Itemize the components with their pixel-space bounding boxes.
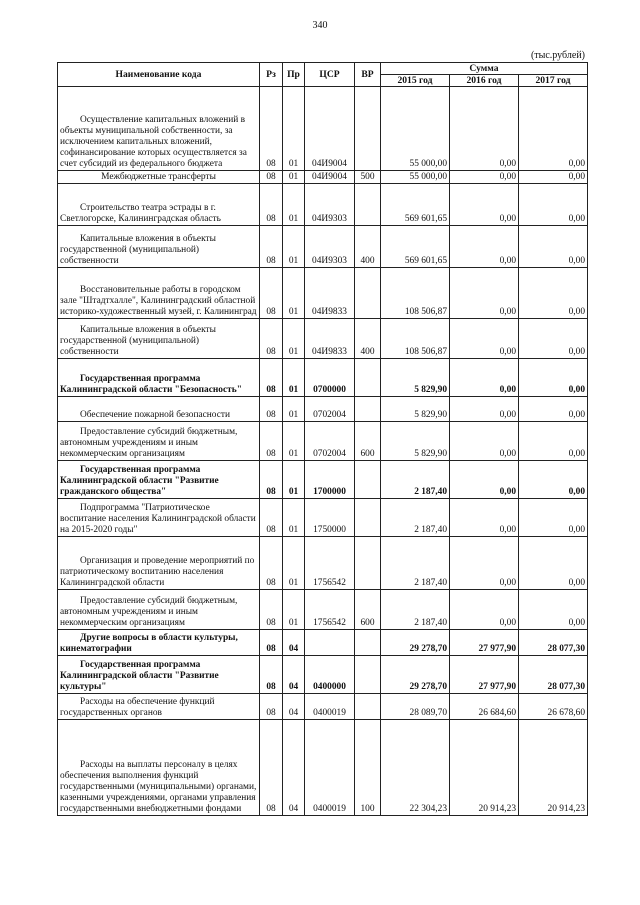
row-pr: 01 xyxy=(283,537,305,590)
row-2015: 5 829,90 xyxy=(381,359,450,397)
row-2015: 29 278,70 xyxy=(381,656,450,694)
row-name: Капитальные вложения в объекты государственной (муниципальной) собственности xyxy=(58,226,260,268)
row-2015: 2 187,40 xyxy=(381,590,450,630)
table-row xyxy=(58,694,588,720)
row-2015: 28 089,70 xyxy=(381,694,450,720)
row-2017: 0,00 xyxy=(519,268,588,319)
row-rz: 08 xyxy=(260,499,283,537)
row-2015: 55 000,00 xyxy=(381,171,450,184)
table-row xyxy=(58,656,588,694)
row-2017: 0,00 xyxy=(519,537,588,590)
row-pr: 01 xyxy=(283,499,305,537)
row-name: Строительство театра эстрады в г. Светлогорске, Калининградская область xyxy=(58,184,260,226)
row-csr: 04И9833 xyxy=(305,319,355,359)
row-pr: 01 xyxy=(283,397,305,422)
row-pr: 01 xyxy=(283,171,305,184)
row-2016: 0,00 xyxy=(450,461,519,499)
table-row xyxy=(58,87,588,171)
row-rz: 08 xyxy=(260,590,283,630)
table-row xyxy=(58,720,588,816)
row-rz: 08 xyxy=(260,226,283,268)
row-vr: 600 xyxy=(355,590,381,630)
row-2017: 0,00 xyxy=(519,171,588,184)
row-2016: 0,00 xyxy=(450,422,519,461)
row-rz: 08 xyxy=(260,630,283,656)
row-2016: 27 977,90 xyxy=(450,656,519,694)
row-2016: 0,00 xyxy=(450,226,519,268)
row-name: Подпрограмма "Патриотическое воспитание населения Калининградской области на 2015-2020 годы" xyxy=(58,499,260,537)
row-rz: 08 xyxy=(260,656,283,694)
row-csr: 04И9004 xyxy=(305,171,355,184)
row-2016: 26 684,60 xyxy=(450,694,519,720)
row-2016: 20 914,23 xyxy=(450,720,519,816)
header-pr: Пр xyxy=(283,63,305,87)
table-row xyxy=(58,319,588,359)
header-name: Наименование кода xyxy=(58,63,260,87)
row-2015: 108 506,87 xyxy=(381,319,450,359)
row-csr: 1756542 xyxy=(305,590,355,630)
page-number: 340 xyxy=(312,20,328,31)
row-2016: 0,00 xyxy=(450,397,519,422)
row-rz: 08 xyxy=(260,537,283,590)
row-vr: 100 xyxy=(355,720,381,816)
table-row xyxy=(58,171,588,184)
row-2015: 5 829,90 xyxy=(381,397,450,422)
row-2016: 0,00 xyxy=(450,359,519,397)
row-name: Предоставление субсидий бюджетным, автономным учреждениям и иным некоммерческим организациям xyxy=(58,422,260,461)
row-rz: 08 xyxy=(260,422,283,461)
row-name: Государственная программа Калининградской области "Развитие культуры" xyxy=(58,656,260,694)
row-rz: 08 xyxy=(260,319,283,359)
row-name: Расходы на выплаты персоналу в целях обеспечения выполнения функций государственными (муниципальными) органами, казенными учреждениями, органами управления государственными внебюджетными фондами xyxy=(58,720,260,816)
row-pr: 04 xyxy=(283,720,305,816)
row-name: Другие вопросы в области культуры, кинематографии xyxy=(58,630,260,656)
header-rz: Рз xyxy=(260,63,283,87)
row-csr: 0400000 xyxy=(305,656,355,694)
row-name: Осуществление капитальных вложений в объекты муниципальной собственности, за исключением капитальных вложений, софинансирование которых осуществляется за счет субсидий из федерального бюджета xyxy=(58,87,260,171)
row-rz: 08 xyxy=(260,171,283,184)
row-pr: 01 xyxy=(283,319,305,359)
row-csr: 0702004 xyxy=(305,397,355,422)
row-pr: 01 xyxy=(283,590,305,630)
row-2016: 0,00 xyxy=(450,184,519,226)
row-2017: 0,00 xyxy=(519,319,588,359)
row-2015: 29 278,70 xyxy=(381,630,450,656)
table-row xyxy=(58,461,588,499)
row-csr: 04И9303 xyxy=(305,226,355,268)
header-2017: 2017 год xyxy=(519,75,588,87)
row-name: Расходы на обеспечение функций государственных органов xyxy=(58,694,260,720)
row-csr: 0400019 xyxy=(305,720,355,816)
row-pr: 01 xyxy=(283,268,305,319)
row-rz: 08 xyxy=(260,359,283,397)
row-2016: 0,00 xyxy=(450,268,519,319)
row-pr: 01 xyxy=(283,226,305,268)
row-name: Обеспечение пожарной безопасности xyxy=(58,397,260,422)
row-vr xyxy=(355,537,381,590)
row-rz: 08 xyxy=(260,694,283,720)
row-2017: 0,00 xyxy=(519,87,588,171)
row-2016: 0,00 xyxy=(450,537,519,590)
row-2016: 0,00 xyxy=(450,171,519,184)
row-pr: 01 xyxy=(283,87,305,171)
row-2015: 569 601,65 xyxy=(381,226,450,268)
row-vr xyxy=(355,461,381,499)
row-name: Капитальные вложения в объекты государственной (муниципальной) собственности xyxy=(58,319,260,359)
row-vr: 600 xyxy=(355,422,381,461)
row-name: Межбюджетные трансферты xyxy=(58,171,260,184)
header-2016: 2016 год xyxy=(450,75,519,87)
row-2015: 2 187,40 xyxy=(381,461,450,499)
table-row xyxy=(58,359,588,397)
row-rz: 08 xyxy=(260,397,283,422)
table-row xyxy=(58,268,588,319)
row-2017: 0,00 xyxy=(519,184,588,226)
row-2017: 28 077,30 xyxy=(519,630,588,656)
row-2017: 0,00 xyxy=(519,359,588,397)
row-rz: 08 xyxy=(260,184,283,226)
row-2015: 569 601,65 xyxy=(381,184,450,226)
row-2017: 28 077,30 xyxy=(519,656,588,694)
units-label: (тыс.рублей) xyxy=(530,50,585,61)
row-vr xyxy=(355,397,381,422)
row-csr: 1750000 xyxy=(305,499,355,537)
row-vr xyxy=(355,694,381,720)
row-2016: 0,00 xyxy=(450,590,519,630)
row-2017: 0,00 xyxy=(519,461,588,499)
budget-table xyxy=(57,62,588,816)
row-pr: 01 xyxy=(283,422,305,461)
table-row xyxy=(58,499,588,537)
row-rz: 08 xyxy=(260,720,283,816)
table-row xyxy=(58,184,588,226)
row-2015: 22 304,23 xyxy=(381,720,450,816)
row-name: Восстановительные работы в городском зале "Штадтхалле", Калининградский областной историко-художественный музей, г. Калининград xyxy=(58,268,260,319)
row-2017: 0,00 xyxy=(519,397,588,422)
row-name: Государственная программа Калининградской области "Безопасность" xyxy=(58,359,260,397)
table-row xyxy=(58,537,588,590)
row-2017: 0,00 xyxy=(519,422,588,461)
row-2016: 0,00 xyxy=(450,499,519,537)
table-row xyxy=(58,397,588,422)
row-2015: 2 187,40 xyxy=(381,537,450,590)
row-2016: 0,00 xyxy=(450,319,519,359)
row-vr: 400 xyxy=(355,226,381,268)
row-vr xyxy=(355,656,381,694)
row-2015: 5 829,90 xyxy=(381,422,450,461)
row-name: Организация и проведение мероприятий по патриотическому воспитанию населения Калининградской области xyxy=(58,537,260,590)
row-rz: 08 xyxy=(260,461,283,499)
header-sum: Сумма xyxy=(381,63,588,75)
row-rz: 08 xyxy=(260,268,283,319)
row-csr: 1700000 xyxy=(305,461,355,499)
row-vr xyxy=(355,184,381,226)
row-2017: 0,00 xyxy=(519,499,588,537)
row-vr xyxy=(355,630,381,656)
row-csr: 0400019 xyxy=(305,694,355,720)
table-row xyxy=(58,422,588,461)
row-2016: 27 977,90 xyxy=(450,630,519,656)
row-csr: 0702004 xyxy=(305,422,355,461)
row-name: Государственная программа Калининградской области "Развитие гражданского общества" xyxy=(58,461,260,499)
row-vr xyxy=(355,87,381,171)
row-2017: 0,00 xyxy=(519,226,588,268)
row-pr: 04 xyxy=(283,694,305,720)
row-vr: 500 xyxy=(355,171,381,184)
row-csr: 04И9833 xyxy=(305,268,355,319)
row-name: Предоставление субсидий бюджетным, автономным учреждениям и иным некоммерческим организациям xyxy=(58,590,260,630)
row-pr: 04 xyxy=(283,630,305,656)
table-row xyxy=(58,226,588,268)
row-2015: 2 187,40 xyxy=(381,499,450,537)
table-row xyxy=(58,590,588,630)
row-csr: 04И9004 xyxy=(305,87,355,171)
row-2015: 55 000,00 xyxy=(381,87,450,171)
row-pr: 01 xyxy=(283,461,305,499)
row-2017: 0,00 xyxy=(519,590,588,630)
row-pr: 01 xyxy=(283,359,305,397)
row-2017: 26 678,60 xyxy=(519,694,588,720)
header-2015: 2015 год xyxy=(381,75,450,87)
row-rz: 08 xyxy=(260,87,283,171)
row-csr: 04И9303 xyxy=(305,184,355,226)
row-csr: 0700000 xyxy=(305,359,355,397)
row-2015: 108 506,87 xyxy=(381,268,450,319)
row-pr: 01 xyxy=(283,184,305,226)
row-vr xyxy=(355,499,381,537)
row-2017: 20 914,23 xyxy=(519,720,588,816)
row-vr xyxy=(355,268,381,319)
row-vr xyxy=(355,359,381,397)
row-2016: 0,00 xyxy=(450,87,519,171)
header-csr: ЦСР xyxy=(305,63,355,87)
header-vr: ВР xyxy=(355,63,381,87)
row-csr xyxy=(305,630,355,656)
table-row xyxy=(58,630,588,656)
row-csr: 1756542 xyxy=(305,537,355,590)
row-pr: 04 xyxy=(283,656,305,694)
row-vr: 400 xyxy=(355,319,381,359)
